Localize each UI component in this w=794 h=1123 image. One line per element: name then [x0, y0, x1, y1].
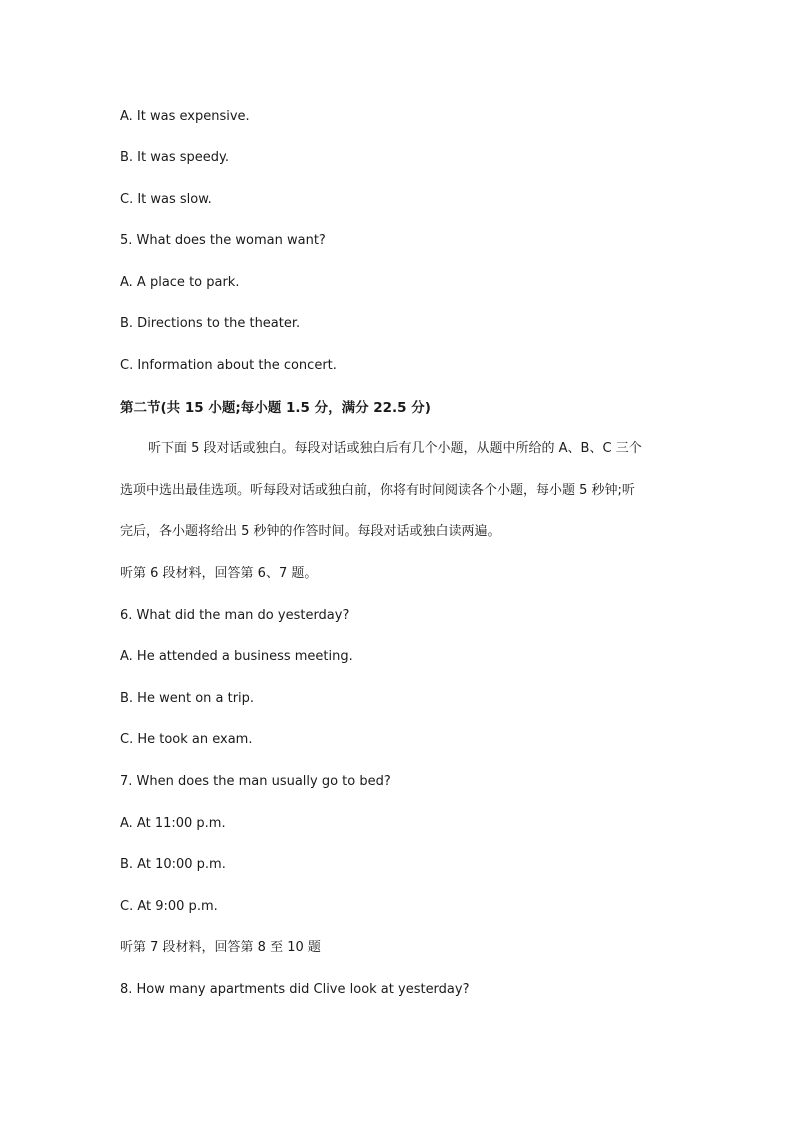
passage-7-intro: 听第 7 段材料，回答第 8 至 10 题	[120, 940, 321, 955]
q7-option-a: A. At 11:00 p.m.	[120, 816, 226, 831]
instruction-line: 听下面 5 段对话或独白。每段对话或独白后有几个小题，从题中所给的 A、B、C 三个	[148, 441, 642, 456]
q6-option-a: A. He attended a business meeting.	[120, 649, 353, 664]
q4-option-a: A. It was expensive.	[120, 109, 250, 124]
q5-option-a: A. A place to park.	[120, 275, 240, 290]
q5-question: 5. What does the woman want?	[120, 233, 326, 248]
q5-option-b: B. Directions to the theater.	[120, 316, 301, 331]
q7-question: 7. When does the man usually go to bed?	[120, 774, 391, 789]
q5-option-c: C. Information about the concert.	[120, 358, 337, 373]
passage-6-intro: 听第 6 段材料，回答第 6、7 题。	[120, 566, 318, 581]
q7-option-c: C. At 9:00 p.m.	[120, 899, 218, 914]
q4-option-b: B. It was speedy.	[120, 150, 229, 165]
instruction-line: 选项中选出最佳选项。听每段对话或独白前，你将有时间阅读各个小题，每小题 5 秒钟;听	[120, 483, 635, 498]
q6-option-b: B. He went on a trip.	[120, 691, 255, 706]
q6-option-c: C. He took an exam.	[120, 732, 253, 747]
instruction-line: 完后，各小题将给出 5 秒钟的作答时间。每段对话或独白读两遍。	[120, 524, 501, 539]
q7-option-b: B. At 10:00 p.m.	[120, 857, 226, 872]
section-heading: 第二节(共 15 小题;每小题 1.5 分，满分 22.5 分)	[120, 400, 431, 416]
q8-question: 8. How many apartments did Clive look at yesterday?	[120, 982, 470, 997]
q6-question: 6. What did the man do yesterday?	[120, 608, 350, 623]
q4-option-c: C. It was slow.	[120, 192, 212, 207]
